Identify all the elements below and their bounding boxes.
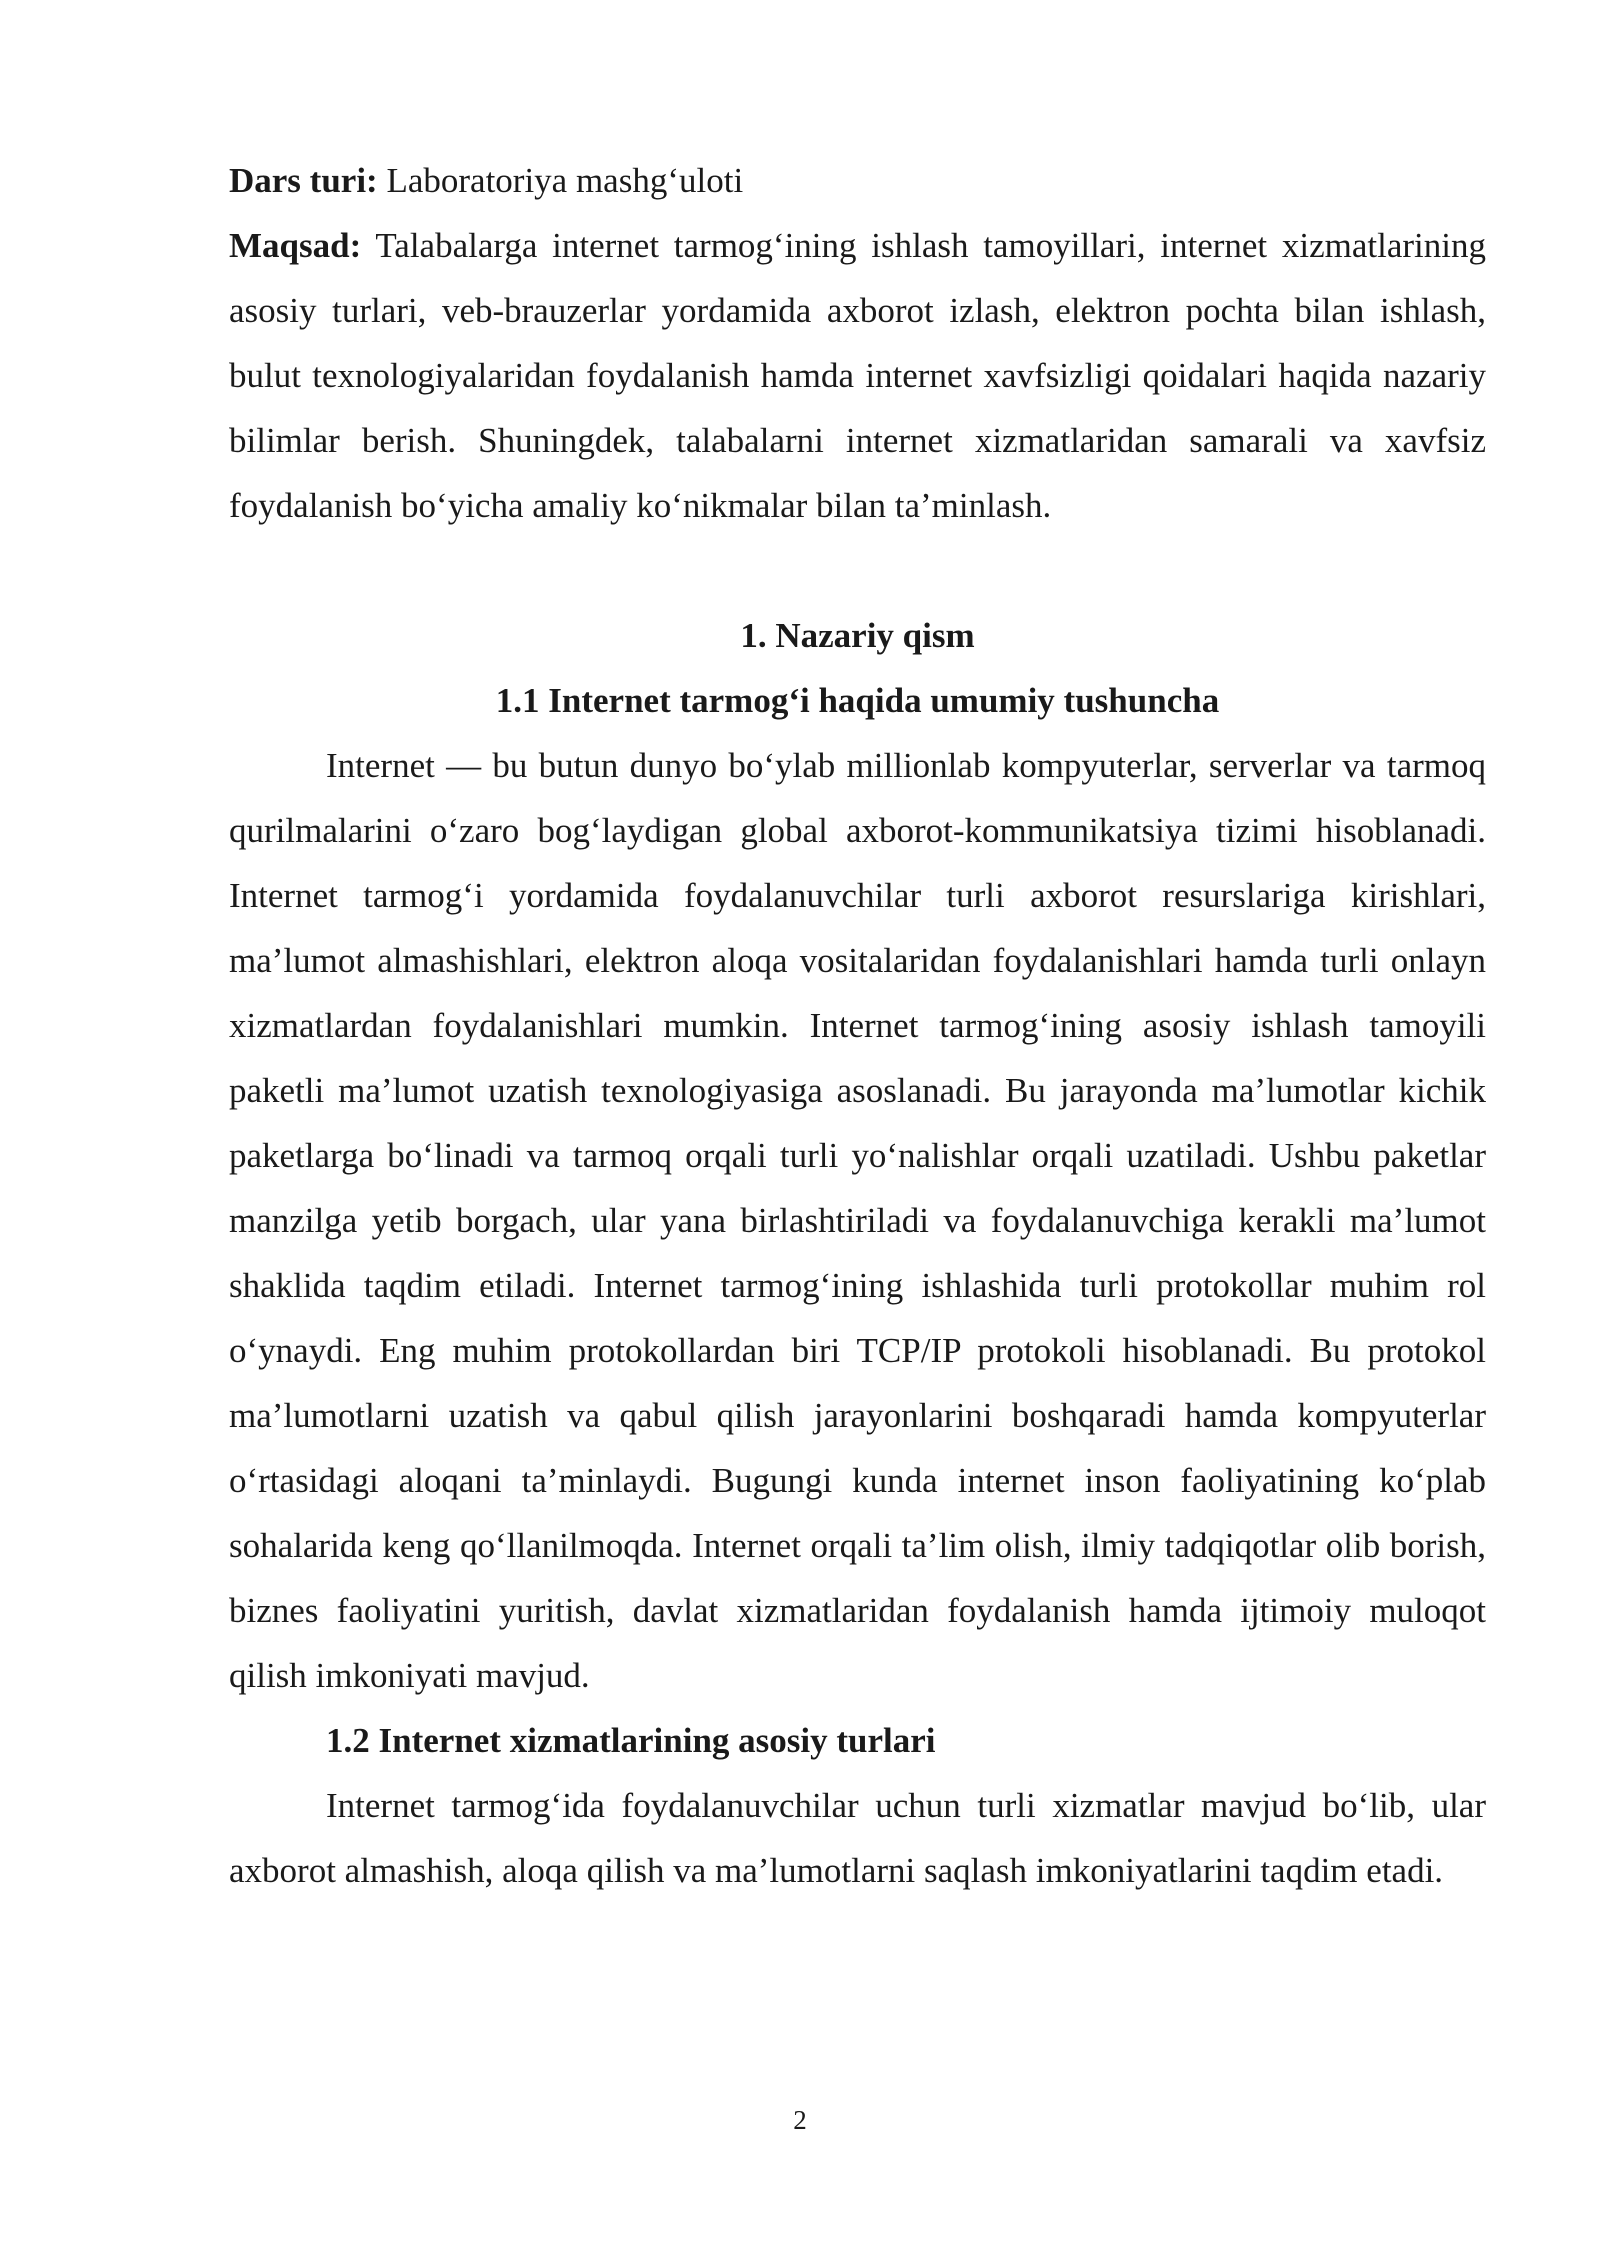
subsection-2-title: 1.2 Internet xizmatlarining asosiy turlari: [326, 1721, 936, 1760]
subsection-2-body: Internet tarmog‘ida foydalanuvchilar uchun turli xizmatlar mavjud bo‘lib, ular axborot almashish, aloqa qilish va ma’lumotlarni saqlash imkoniyatlarini taqdim etadi.: [229, 1786, 1486, 1890]
page-number: 2: [793, 2105, 807, 2135]
lesson-type-value: Laboratoriya mashg‘uloti: [377, 161, 744, 200]
lesson-type-label: Dars turi:: [229, 161, 378, 200]
document-page: [229, 148, 1486, 1903]
goal-text: Talabalarga internet tarmog‘ining ishlash tamoyillari, internet xizmatlarining asosiy turlari, veb-brauzerlar yordamida axborot izlash, elektron pochta bilan ishlash, bulut texnologiyalaridan foydalanish hamda internet xavfsizligi qoidalari haqida nazariy bilimlar berish. Shuningdek, talabalarni internet xizmatlaridan samarali va xavfsiz foydalanish bo‘yicha amaliy ko‘nikmalar bilan ta’minlash.: [229, 226, 1486, 525]
subsection-1-body: Internet — bu butun dunyo bo‘ylab millionlab kompyuterlar, serverlar va tarmoq qurilmalarini o‘zaro bog‘laydigan global axborot-kommunikatsiya tizimi hisoblanadi. Internet tarmog‘i yordamida foydalanuvchilar turli axborot resurslariga kirishlari, ma’lumot almashishlari, elektron aloqa vositalaridan foydalanishlari hamda turli onlayn xizmatlardan foydalanishlari mumkin. Internet tarmog‘ining asosiy ishlash tamoyili paketli ma’lumot uzatish texnologiyasiga asoslanadi. Bu jarayonda ma’lumotlar kichik paketlarga bo‘linadi va tarmoq orqali turli yo‘nalishlar orqali uzatiladi. Ushbu paketlar manzilga yetib borgach, ular yana birlashtiriladi va foydalanuvchiga kerakli ma’lumot shaklida taqdim etiladi. Internet tarmog‘ining ishlashida turli protokollar muhim rol o‘ynaydi. Eng muhim protokollardan biri TCP/IP protokoli hisoblanadi. Bu protokol ma’lumotlarni uzatish va qabul qilish jarayonlarini boshqaradi hamda kompyuterlar o‘rtasidagi aloqani ta’minlaydi. Bugungi kunda internet inson faoliyatining ko‘plab sohalarida keng qo‘llanilmoqda. Internet orqali ta’lim olish, ilmiy tadqiqotlar olib borish, biznes faoliyatini yuritish, davlat xizmatlaridan foydalanish hamda ijtimoiy muloqot qilish imkoniyati mavjud.: [229, 746, 1486, 1695]
subsection-1-title: 1.1 Internet tarmog‘i haqida umumiy tushuncha: [495, 681, 1220, 720]
goal-label: Maqsad:: [229, 226, 362, 265]
lesson-type-line: [229, 148, 1486, 213]
spacer: [229, 538, 1486, 603]
section-title: 1. Nazariy qism: [740, 616, 975, 655]
goal-paragraph: [229, 213, 1486, 538]
